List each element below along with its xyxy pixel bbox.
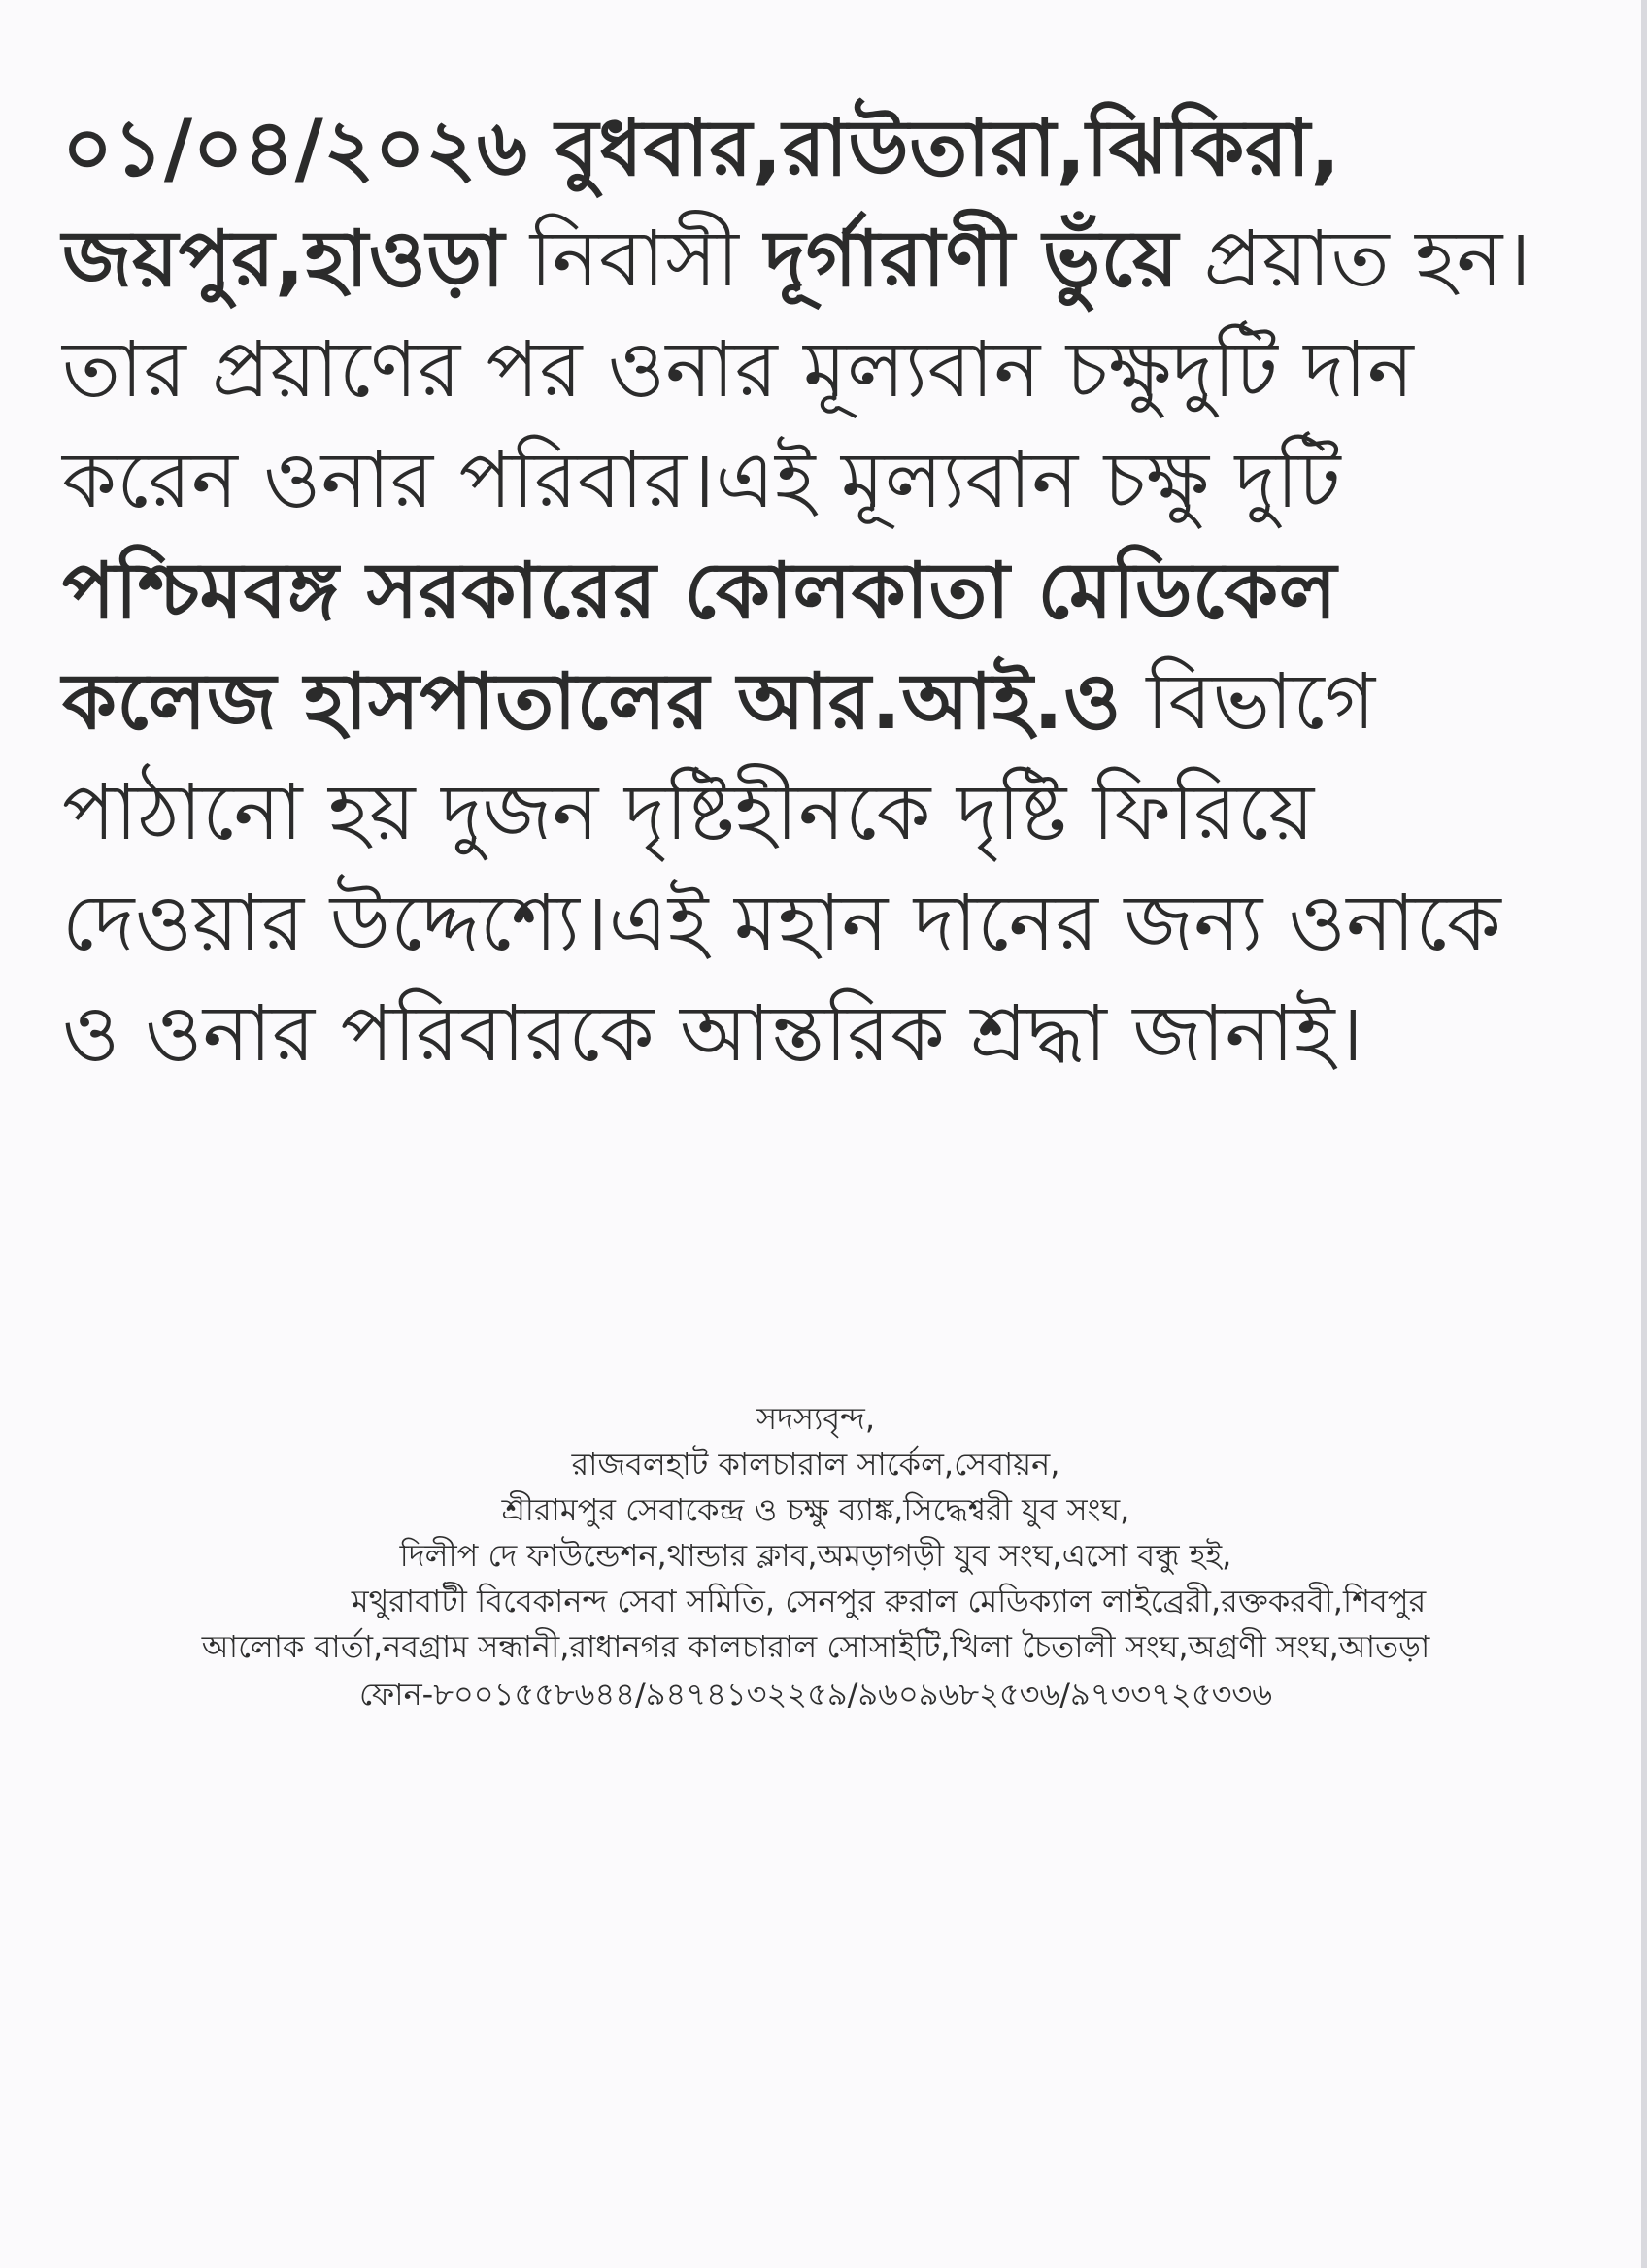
footer-org-line-2: শ্রীরামপুর সেবাকেন্দ্র ও চক্ষু ব্যাঙ্ক,সিদ্ধেশ্বরী যুব সংঘ, bbox=[501, 1491, 1130, 1528]
footer-org-line-3: দিলীপ দে ফাউন্ডেশন,থান্ডার ক্লাব,অমড়াগড়ী যুব সংঘ,এসো বন্ধু হই, bbox=[399, 1537, 1232, 1574]
footer-org-line-1: রাজবলহাট কালচারাল সার্কেল,সেবায়ন, bbox=[571, 1446, 1060, 1483]
date-and-address: ০১/০৪/২০২৬ বুধবার,রাউতারা,ঝিকিরা, জয়পুর,হাওড়া bbox=[62, 103, 1341, 304]
members-footer bbox=[39, 1396, 1593, 1718]
footer-org-line-5: আলোক বার্তা,নবগ্রাম সন্ধানী,রাধানগর কালচারাল সোসাইটি,খিলা চৈতালী সংঘ,অগ্রণী সংঘ,আতড়া bbox=[201, 1628, 1430, 1665]
deceased-name: দূর্গারাণী ভুঁয়ে bbox=[764, 214, 1179, 304]
footer-org-line-4: মথুরাবাটী বিবেকানন্দ সেবা সমিতি, সেনপুর রুরাল মেডিক্যাল লাইব্রেরী,রক্তকরবী,শিবপুর bbox=[351, 1583, 1427, 1619]
scan-edge bbox=[1641, 0, 1647, 2268]
hospital-name: পশ্চিমবঙ্গ সরকারের কোলকাতা মেডিকেল কলেজ হাসপাতালের আর.আই.ও bbox=[62, 546, 1337, 747]
text-donation: প্রয়াত হন।তার প্রয়াণের পর ওনার মূল্যবান চক্ষুদুটি দান করেন ওনার পরিবার।এই মূল্যবান চক্ষু দুটি bbox=[62, 214, 1531, 525]
text-residence: নিবাসী bbox=[504, 214, 765, 304]
footer-phone-numbers: ফোন-৮০০১৫৫৮৬৪৪/৯৪৭৪১৩২২৫৯/৯৬০৯৬৮২৫৩৬/৯৭৩৩৭২৫৩৩৬ bbox=[358, 1676, 1273, 1713]
obituary-text bbox=[62, 93, 1577, 1089]
footer-members-heading: সদস্যবৃন্দ, bbox=[756, 1400, 876, 1437]
text-tribute: বিভাগে পাঠানো হয় দুজন দৃষ্টিহীনকে দৃষ্টি ফিরিয়ে দেওয়ার উদ্দেশ্যে।এই মহান দানের জন্য ওনাকে ও ওনার পরিবারকে আন্তরিক শ্রদ্ধা জানাই। bbox=[62, 656, 1502, 1079]
